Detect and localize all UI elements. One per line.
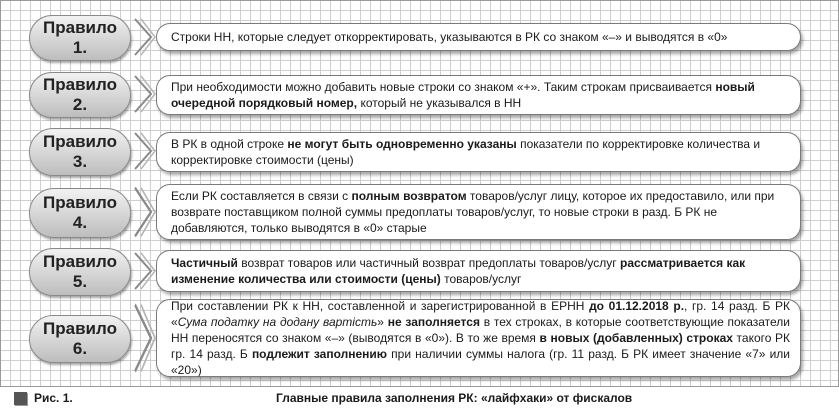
chevron-right-icon: [132, 301, 156, 375]
chevron-right-icon: [132, 185, 156, 239]
rule-label-word: Правило: [43, 319, 117, 338]
rule-text-bold: новый очередной порядковый номер,: [171, 80, 755, 110]
chevron-right-icon: [132, 17, 156, 57]
rule-label-word: Правило: [43, 252, 117, 271]
rule-text-box-3: [156, 132, 801, 172]
rule-label-3: [29, 128, 131, 176]
rule-text-box-5: [156, 250, 801, 292]
rule-label-number: 6.: [72, 339, 88, 358]
rule-label-1: [29, 15, 131, 61]
rule-label-word: Правило: [43, 18, 117, 37]
rule-text-bold: до 01.12.2018 р.: [589, 299, 685, 313]
rule-text-run: Строки НН, которые следует откорректировать, указываются в РК со знаком «–» и выводятся в «0»: [171, 30, 728, 44]
rule-text-bold: Частичный: [171, 256, 238, 270]
rule-label-2: [29, 72, 131, 118]
rule-label-5: [29, 248, 131, 296]
rule-text-run: товаров/услуг: [440, 272, 522, 286]
figure-number: Рис. 1.: [34, 391, 73, 405]
rule-text-run: при наличии суммы налога (гр. 11 разд. Б РК имеет значение «7» или «20»): [171, 347, 790, 377]
rule-text-run: , гр. 14 разд. Б РК «: [171, 299, 790, 329]
rule-text-1: [171, 29, 727, 45]
rule-text-bold: не заполняется: [387, 315, 480, 329]
rule-text-2: [171, 79, 790, 111]
rule-label-number: 4.: [72, 213, 88, 232]
rule-text-box-1: [156, 23, 801, 51]
chevron-right-icon: [132, 74, 156, 114]
rule-label-number: 3.: [72, 152, 88, 171]
rule-label-4: [29, 188, 131, 238]
rule-text-6: [171, 298, 790, 378]
rule-text-box-2: [156, 75, 801, 115]
rule-text-bold: подлежит заполнению: [251, 347, 388, 361]
rule-text-run: в тех строках, в которые соответствующие показатели НН переносятся со знаком «–» (выводятся в «0»). В то же время: [171, 315, 790, 345]
rule-text-run: который не указывался в НН: [357, 96, 522, 110]
figure-marker-icon: [14, 392, 27, 405]
rule-label-number: 1.: [72, 38, 88, 57]
rule-text-run: При составлении РК к НН, составленной и зарегистрированной в ЕРНН: [171, 299, 590, 313]
rule-text-bold: полным возвратом: [351, 189, 467, 203]
rule-label-number: 2.: [72, 95, 88, 114]
rule-text-box-6: [156, 299, 801, 377]
rule-text-4: [171, 188, 790, 236]
rule-label-number: 5.: [72, 272, 88, 291]
figure-title: Главные правила заполнения РК: «лайфхаки» от фискалов: [276, 391, 633, 405]
rule-text-run: такого РК гр. 14 разд. Б: [171, 331, 791, 361]
rule-text-run: Если РК составляется в связи с: [171, 189, 352, 203]
rule-text-run: В РК в одной строке: [171, 137, 288, 151]
rule-text-run: возврат товаров или частичный возврат предоплаты товаров/услуг: [237, 256, 620, 270]
rule-text-bold: не могут быть одновременно указаны: [287, 137, 517, 151]
rule-label-word: Правило: [43, 75, 117, 94]
rule-text-run: показатели по корректировке количества и корректировке стоимости (цены): [171, 137, 761, 167]
rule-text-run: При необходимости можно добавить новые строки со знаком «+». Таким строкам присваивается: [171, 80, 716, 94]
rule-label-word: Правило: [43, 193, 117, 212]
chevron-right-icon: [132, 251, 156, 291]
rule-text-5: [171, 255, 790, 287]
rule-text-run: »: [377, 315, 388, 329]
rule-label-word: Правило: [43, 132, 117, 151]
chevron-right-icon: [132, 131, 156, 171]
rule-label-6: [29, 315, 131, 363]
rule-text-bold: в новых (добавленных) строках: [539, 331, 733, 345]
rule-text-bold: рассматривается как изменение количества или стоимости (цены): [171, 256, 746, 286]
rule-text-italic: Сума податку на додану вартість: [177, 315, 378, 329]
rule-text-box-4: [156, 184, 801, 240]
rule-text-3: [171, 136, 790, 168]
rule-text-run: товаров/услуг лицу, которое их предоставило, или при возврате поставщиком полной суммы предоплаты товаров/услуг, то новые строки в разд. Б РК не добавляются, только выводятся в «0» старые: [171, 189, 775, 235]
